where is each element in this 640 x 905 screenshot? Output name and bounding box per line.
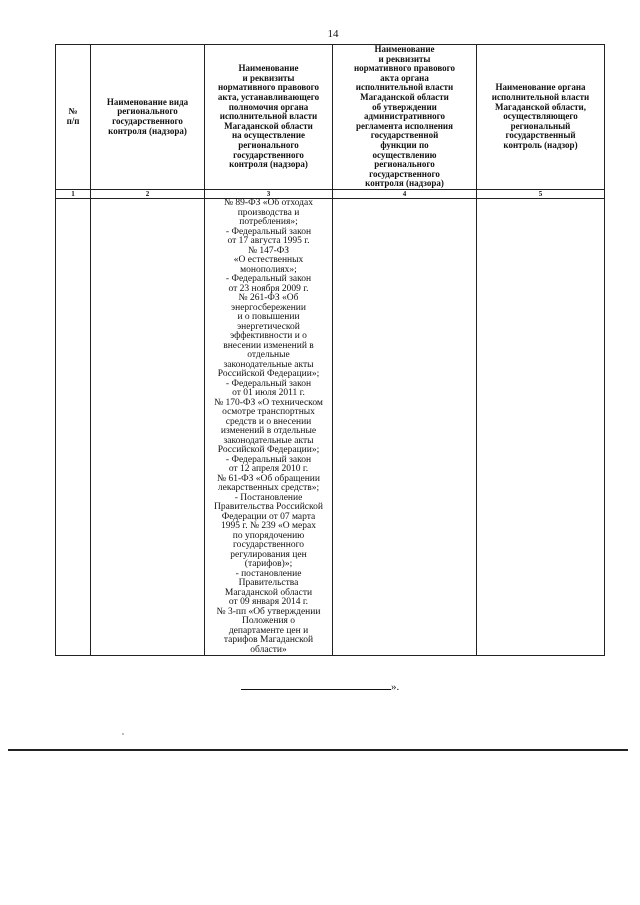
cell-number [56, 199, 91, 656]
header-regulation-act-text: Наименование и реквизиты нормативного правового акта органа исполнительной власти Магаданской области об утверждении административного регламента исполнения государственной функции по осуществлению регионального государственного контроля (надзора) [353, 44, 456, 189]
column-number: 5 [477, 190, 605, 199]
cell-control-type [91, 199, 205, 656]
column-number: 3 [205, 190, 333, 199]
authority-acts-list: № 89-ФЗ «Об отходах производства и потребления»; - Федеральный закон от 17 августа 1995 г. № 147-ФЗ «О естественных монополиях»; - Федеральный закон от 23 ноября 2009 г. № 261-ФЗ «Об энергосбережении и о повышении энергетической эффективности и о внесении изменений в отдельные законодательные акты Российской Федерации»; - Федеральный закон от 01 июля 2011 г. № 170-ФЗ «О техническом осмотре транспортных средств и о внесении изменений в отдельные законодательные акты Российской Федерации»; - Федеральный закон от 12 апреля 2010 г. № 61-ФЗ «Об обращении лекарственных средств»; - Постановление Правительства Российской Федерации от 07 марта 1995 г. № 239 «О мерах по упорядочению государственного регулирования цен (тарифов)»; - постановление Правительства Магаданской области от 09 января 2014 г. № 3-пп «Об утверждении Положения о департаменте цен и тарифов Магаданской области» [214, 198, 323, 655]
column-number: 4 [333, 190, 477, 199]
scan-speck [122, 733, 124, 735]
closing-underline [241, 679, 391, 690]
header-number [56, 45, 91, 190]
header-executive-body-text: Наименование органа исполнительной власти Магаданской области, осуществляющего региональный государственный контроль (надзор) [491, 82, 590, 150]
closing-mark: ». [391, 681, 400, 693]
header-control-type [91, 45, 205, 190]
cell-authority-acts [205, 199, 333, 656]
header-executive-body [477, 45, 605, 190]
cell-executive-body [477, 199, 605, 656]
cell-regulation-act [333, 199, 477, 656]
page-number: 14 [327, 28, 339, 40]
header-control-type-text: Наименование вида регионального государственного контроля (надзора) [106, 96, 189, 136]
table-row [56, 199, 605, 656]
table-header-row [56, 45, 605, 190]
column-number-row [56, 190, 605, 199]
page-divider-rule [8, 749, 628, 751]
header-authority-act-text: Наименование и реквизиты нормативного правового акта, устанавливающего полномочия органа исполнительной власти Магаданской области на осуществление регионального государственного контроля (надзора) [217, 63, 320, 170]
closing-line [241, 679, 399, 693]
column-number: 2 [91, 190, 205, 199]
header-authority-act [205, 45, 333, 190]
header-number-text: № п/п [66, 106, 80, 126]
supervision-table [55, 44, 605, 656]
column-number: 1 [56, 190, 91, 199]
header-regulation-act [333, 45, 477, 190]
